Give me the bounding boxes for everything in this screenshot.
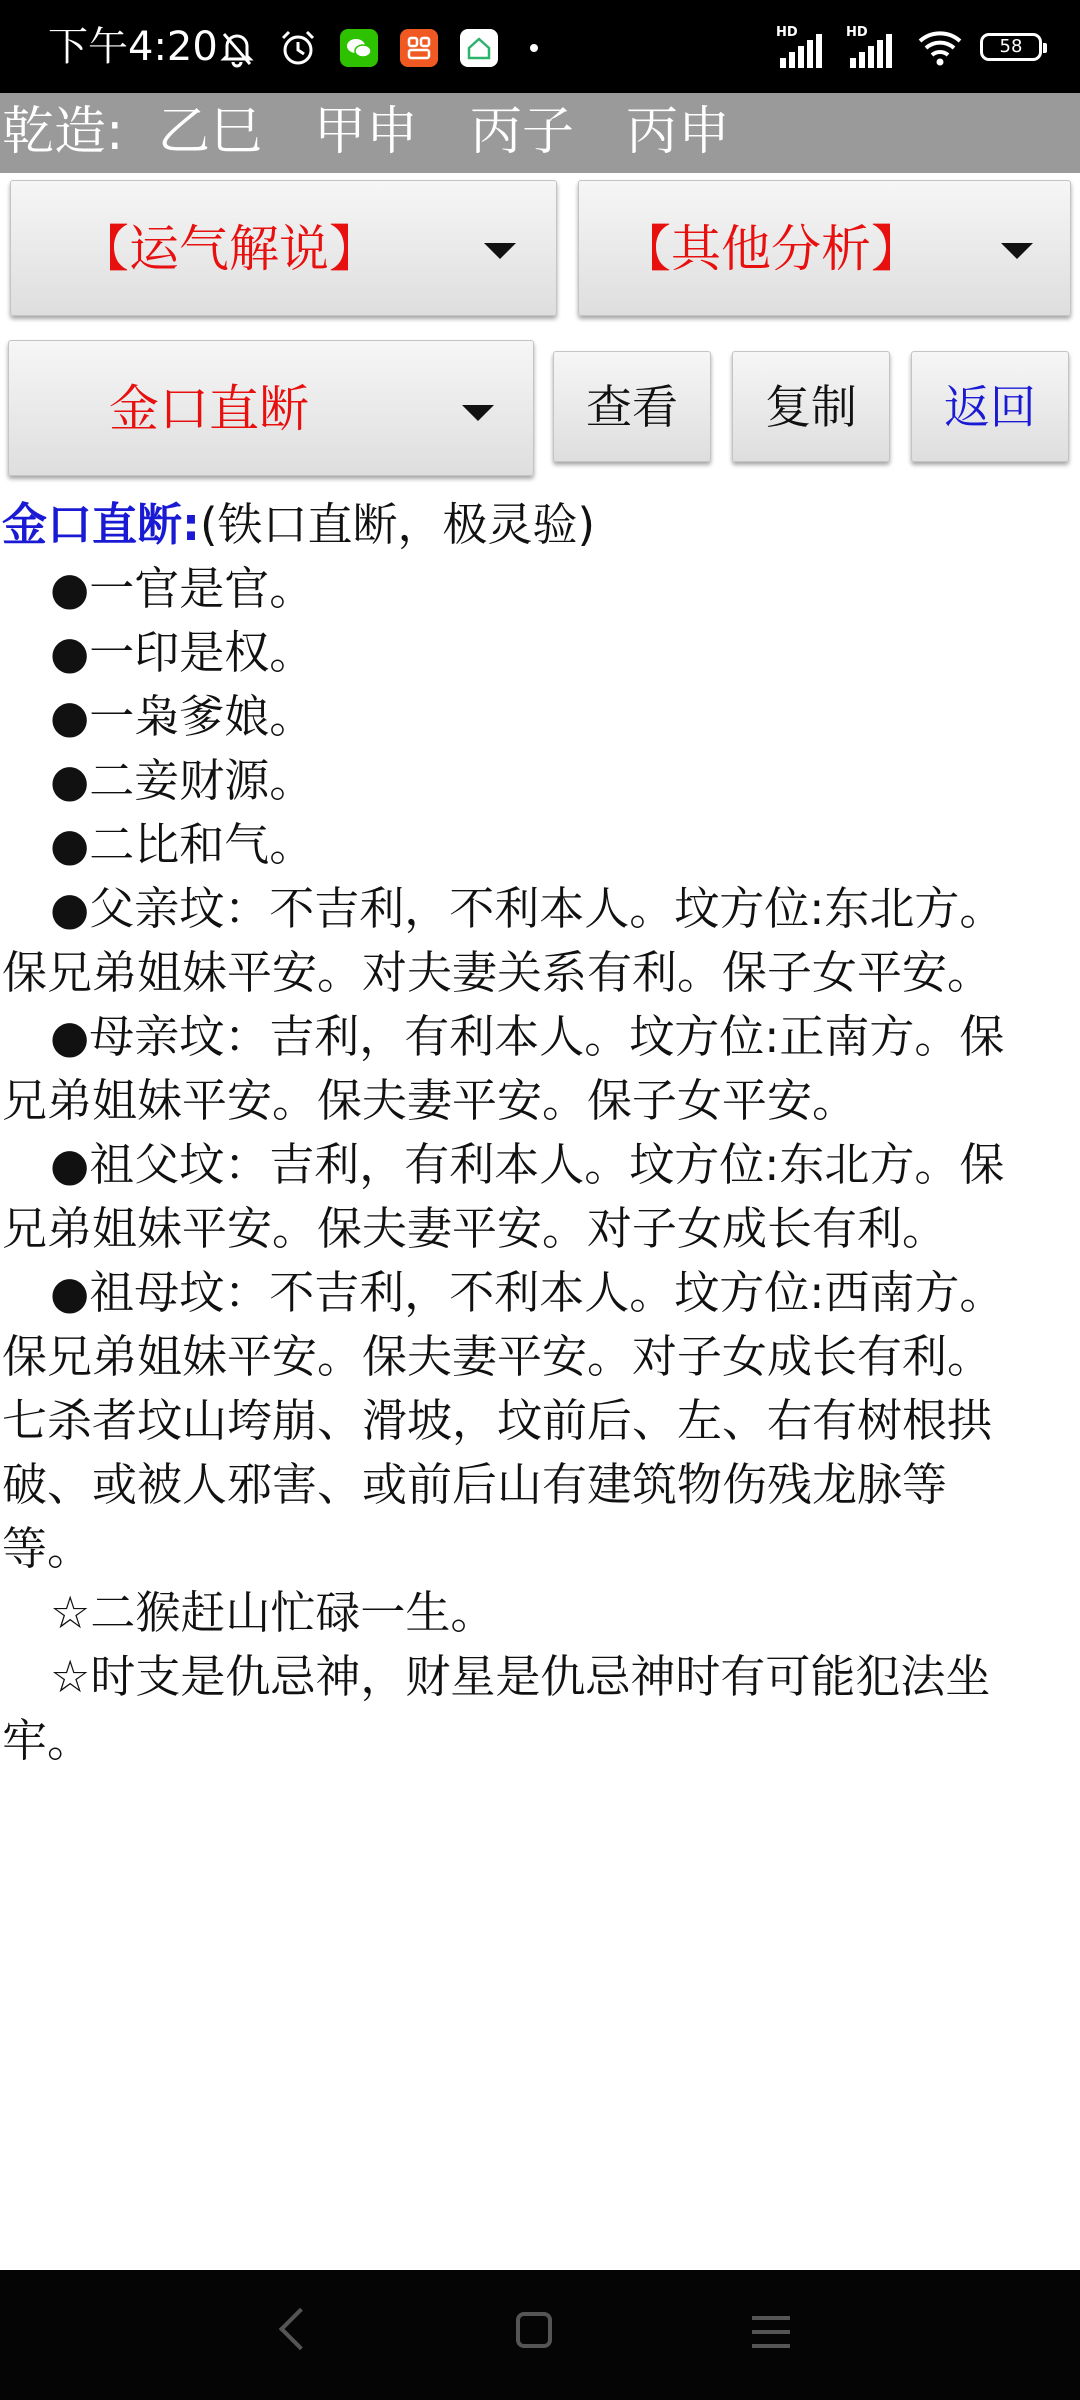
nav-back-icon[interactable] [279,2308,321,2350]
chart-gender-label: 乾造: [2,102,124,162]
nav-recents-icon[interactable] [752,2316,790,2358]
day-pillar: 丙子 [470,102,575,162]
content-line: ●父亲坟：不吉利，不利本人。坟方位:东北方。 [50,882,1005,935]
content-line: ●二妾财源。 [50,754,315,807]
view-button[interactable] [553,351,711,462]
status-time: 下午4:20 [48,24,218,70]
content-line: ●二比和气。 [50,818,315,871]
content-line: ☆二猴赶山忙碌一生。 [50,1586,496,1639]
wechat-icon [340,29,378,67]
back-button[interactable] [911,351,1069,462]
wifi-icon [916,27,964,67]
content-line: ●一枭爹娘。 [50,690,315,743]
app-notification-icon [400,29,438,67]
bazi-chart-header [0,93,1080,173]
notification-icons [218,28,538,68]
content-line: 七杀者坟山垮崩、滑坡，坟前后、左、右有树根拱 [2,1394,993,1447]
content-subtitle: (铁口直断，极灵验) [200,498,596,551]
system-navigation-bar [0,2270,1080,2400]
status-bar [0,0,1080,93]
content-line: ●一官是官。 [50,562,315,615]
chevron-down-icon [462,405,494,421]
content-title: 金口直断: [2,498,200,551]
content-line: ●祖父坟：吉利，有利本人。坟方位:东北方。保 [50,1138,1005,1191]
chevron-down-icon [484,243,516,259]
jinkou-zhiduan-label: 金口直断 [109,380,309,438]
alarm-icon [278,28,318,68]
content-line: ●祖母坟：不吉利，不利本人。坟方位:西南方。 [50,1266,1005,1319]
view-button-label: 查看 [586,380,678,434]
jinkou-zhiduan-dropdown[interactable] [8,340,534,476]
system-indicators [776,26,1042,68]
content-line: 等。 [2,1522,93,1575]
content-heading [2,493,1078,557]
more-notifications-icon [530,44,538,52]
content-line: 保兄弟姐妹平安。对夫妻关系有利。保子女平安。 [2,946,993,999]
signal-sim1-icon: HD [776,26,830,68]
content-line: ☆时支是仇忌神，财星是仇忌神时有可能犯法坐 [50,1650,991,1703]
year-pillar: 乙巳 [158,102,263,162]
other-analysis-dropdown[interactable] [578,180,1071,316]
content-line: 牢。 [2,1714,93,1767]
content-line: ●母亲坟：吉利，有利本人。坟方位:正南方。保 [50,1010,1005,1063]
signal-sim2-icon: HD [846,26,900,68]
copy-button[interactable] [732,351,890,462]
fortune-explanation-dropdown[interactable] [10,180,557,316]
other-analysis-label: 【其他分析】 [621,220,921,278]
hour-pillar: 丙申 [626,102,731,162]
analysis-content [2,493,1078,1773]
chevron-down-icon [1001,243,1033,259]
nav-home-icon[interactable] [516,2312,552,2348]
smart-home-icon [460,29,498,67]
battery-icon: 58 [980,33,1042,61]
copy-button-label: 复制 [765,380,857,434]
back-button-label: 返回 [944,380,1036,434]
content-line: 保兄弟姐妹平安。保夫妻平安。对子女成长有利。 [2,1330,993,1383]
content-line: 兄弟姐妹平安。保夫妻平安。对子女成长有利。 [2,1202,948,1255]
content-line: 破、或被人邪害、或前后山有建筑物伤残龙脉等 [2,1458,948,1511]
content-line: 兄弟姐妹平安。保夫妻平安。保子女平安。 [2,1074,858,1127]
content-line: ●一印是权。 [50,626,315,679]
bell-muted-icon [218,28,256,68]
fortune-explanation-label: 【运气解说】 [79,220,379,278]
month-pillar: 甲申 [314,102,419,162]
